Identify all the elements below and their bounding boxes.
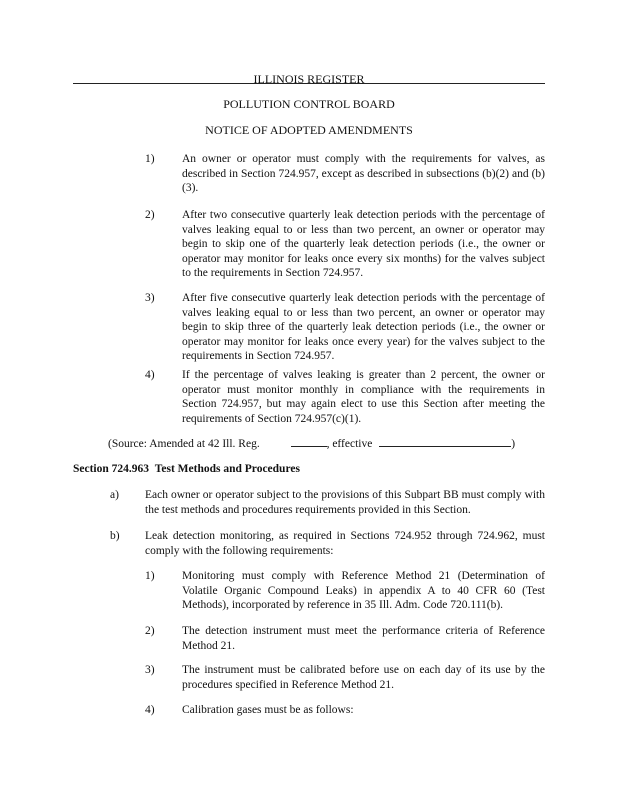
notice-title: NOTICE OF ADOPTED AMENDMENTS (205, 123, 413, 137)
register-title: ILLINOIS REGISTER (253, 72, 365, 86)
item-number: 3) (145, 292, 155, 304)
item-text: Monitoring must comply with Reference Method 21 (Determination of Volatile Organic Compound Leaks) in appendix A to 40 CFR 60 (Test Methods), incorporated by reference in 35 Ill. Adm. Code 720.111(b). (182, 570, 545, 612)
source-note (108, 436, 548, 452)
item-text: Calibration gases must be as follows: (182, 704, 354, 716)
effective-date-blank (379, 436, 511, 447)
item-number: 2) (145, 209, 155, 221)
item-text: If the percentage of valves leaking is greater than 2 percent, the owner or operator must monitor monthly in compliance with the requirements in Section 724.957, but may again elect to use this Section after meeting the requirements of Section 724.957(c)(1). (182, 369, 545, 425)
subsection-number: a) (110, 489, 119, 501)
item-number: 1) (145, 570, 155, 582)
section-number: Section 724.963 (73, 463, 150, 475)
source-effective: , effective (326, 438, 373, 450)
section-heading (73, 463, 300, 475)
item-text: After five consecutive quarterly leak detection periods with the percentage of valves leaking equal to or less than two percent, an owner or operator may begin to skip three of the quarterly leak detection periods (i.e., the owner or operator may monitor for leaks once every year) for the valves subject to the requirements in Section 724.957. (182, 292, 545, 363)
item-number: 3) (145, 664, 155, 676)
item-text: The instrument must be calibrated before use on each day of its use by the procedures specified in Reference Method 21. (182, 664, 545, 691)
item-number: 1) (145, 153, 155, 165)
item-number: 4) (145, 369, 155, 381)
item-number: 2) (145, 625, 155, 637)
item-text: The detection instrument must meet the performance criteria of Reference Method 21. (182, 625, 545, 652)
source-suffix: ) (511, 438, 516, 450)
subsection-text: Each owner or operator subject to the provisions of this Subpart BB must comply with the test methods and procedures requirements provided in this Section. (145, 489, 545, 516)
item-text: An owner or operator must comply with the requirements for valves, as described in Section 724.957, except as described in subsections (b)(2) and (b)(3). (182, 153, 545, 195)
source-prefix: (Source: Amended at 42 Ill. Reg. (108, 438, 260, 450)
board-name: POLLUTION CONTROL BOARD (223, 97, 395, 111)
section-title: Test Methods and Procedures (154, 463, 300, 475)
register-page-blank (291, 436, 327, 447)
item-number: 4) (145, 704, 155, 716)
subsection-number: b) (110, 530, 120, 542)
item-text: After two consecutive quarterly leak detection periods with the percentage of valves leaking equal to or less than two percent, an owner or operator may begin to skip one of the quarterly leak detection periods (i.e., the owner or operator may monitor for leaks once every six months) for the valves subject to the requirements in Section 724.957. (182, 209, 545, 280)
subsection-text: Leak detection monitoring, as required in Sections 724.952 through 724.962, must comply with the following requirements: (145, 530, 545, 557)
